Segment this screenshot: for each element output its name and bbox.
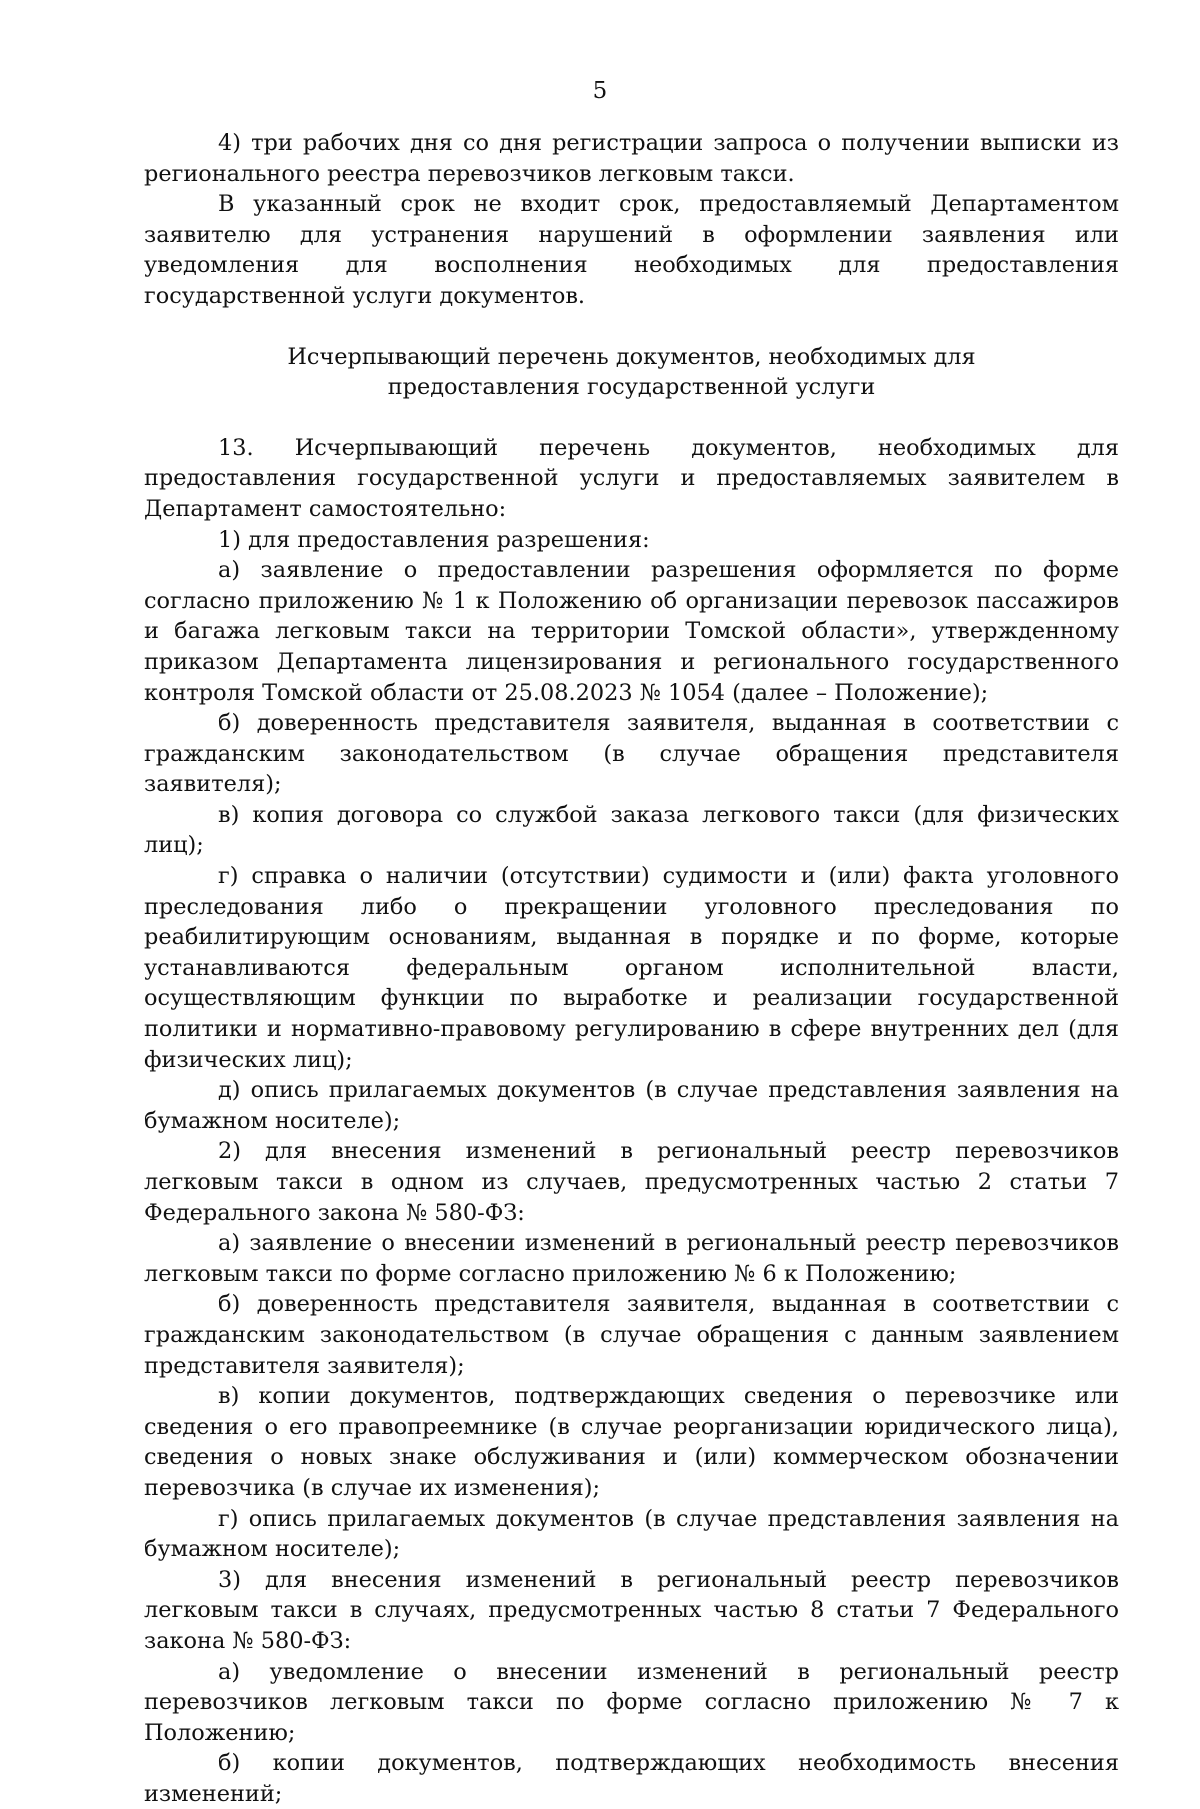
page-number: 5: [592, 78, 608, 104]
list-item: а) заявление о внесении изменений в региональный реестр перевозчиков легковым такси по форме согласно приложению № 6 к Положению;: [144, 1230, 1119, 1287]
paragraph: В указанный срок не входит срок, предоставляемый Департаментом заявителю для устранения нарушений в оформлении заявления или уведомления для восполнения необходимых для предоставления государственной услуги документов.: [144, 191, 1119, 309]
list-item: г) опись прилагаемых документов (в случае представления заявления на бумажном носителе);: [144, 1505, 1119, 1563]
list-item: г) справка о наличии (отсутствии) судимости и (или) факта уголовного преследования либо о прекращении уголовного преследования по реабилитирующим основаниям, выданная в порядке и по форме, которые устанавливаются федеральным органом исполнительной власти, осуществляющим функции по выработке и реализации государственной политики и нормативно-правовому регулированию в сфере внутренних дел (для физических лиц);: [144, 863, 1119, 1073]
paragraph: 13. Исчерпывающий перечень документов, необходимых для предоставления государственной услуги и предоставляемых заявителем в Департамент самостоятельно:: [144, 434, 1119, 522]
list-item: а) заявление о предоставлении разрешения оформляется по форме согласно приложению № 1 к Положению об организации перевозок пассажиров и багажа легковым такси на территории Томской области», утвержденному приказом Департамента лицензирования и регионального государственного контроля Томской области от 25.08.2023 № 1054 (далее – Положение);: [144, 557, 1119, 706]
list-item: в) копия договора со службой заказа легкового такси (для физических лиц);: [144, 801, 1119, 859]
list-item: в) копии документов, подтверждающих сведения о перевозчике или сведения о его правопреемнике (в случае реорганизации юридического лица), сведения о новых знаке обслуживания и (или) коммерческом обозначении перевозчика (в случае их изменения);: [144, 1383, 1119, 1501]
paragraph: 4) три рабочих дня со дня регистрации запроса о получении выписки из регионального реестра перевозчиков легковым такси.: [144, 130, 1119, 187]
list-item: б) доверенность представителя заявителя, выданная в соответствии с гражданским законодательством (в случае обращения представителя заявителя);: [144, 710, 1119, 798]
section-heading: Исчерпывающий перечень документов, необходимых для предоставления государственной услуги: [287, 343, 976, 401]
list-item: 2) для внесения изменений в региональный реестр перевозчиков легковым такси в одном из случаев, предусмотренных частью 2 статьи 7 Федерального закона № 580-ФЗ:: [144, 1138, 1119, 1226]
list-item: б) доверенность представителя заявителя, выданная в соответствии с гражданским законодательством (в случае обращения с данным заявлением представителя заявителя);: [144, 1291, 1119, 1379]
list-item: 1) для предоставления разрешения:: [218, 526, 650, 553]
list-item: а) уведомление о внесении изменений в региональный реестр перевозчиков легковым такси по форме согласно приложению № 7 к Положению;: [144, 1658, 1119, 1746]
list-item: б) копии документов, подтверждающих необходимость внесения изменений;: [144, 1750, 1119, 1807]
list-item: 3) для внесения изменений в региональный реестр перевозчиков легковым такси в случаях, предусмотренных частью 8 статьи 7 Федерального закона № 580-ФЗ:: [144, 1566, 1119, 1654]
list-item: д) опись прилагаемых документов (в случае представления заявления на бумажном носителе);: [144, 1077, 1119, 1134]
document-body: [144, 128, 1119, 1809]
